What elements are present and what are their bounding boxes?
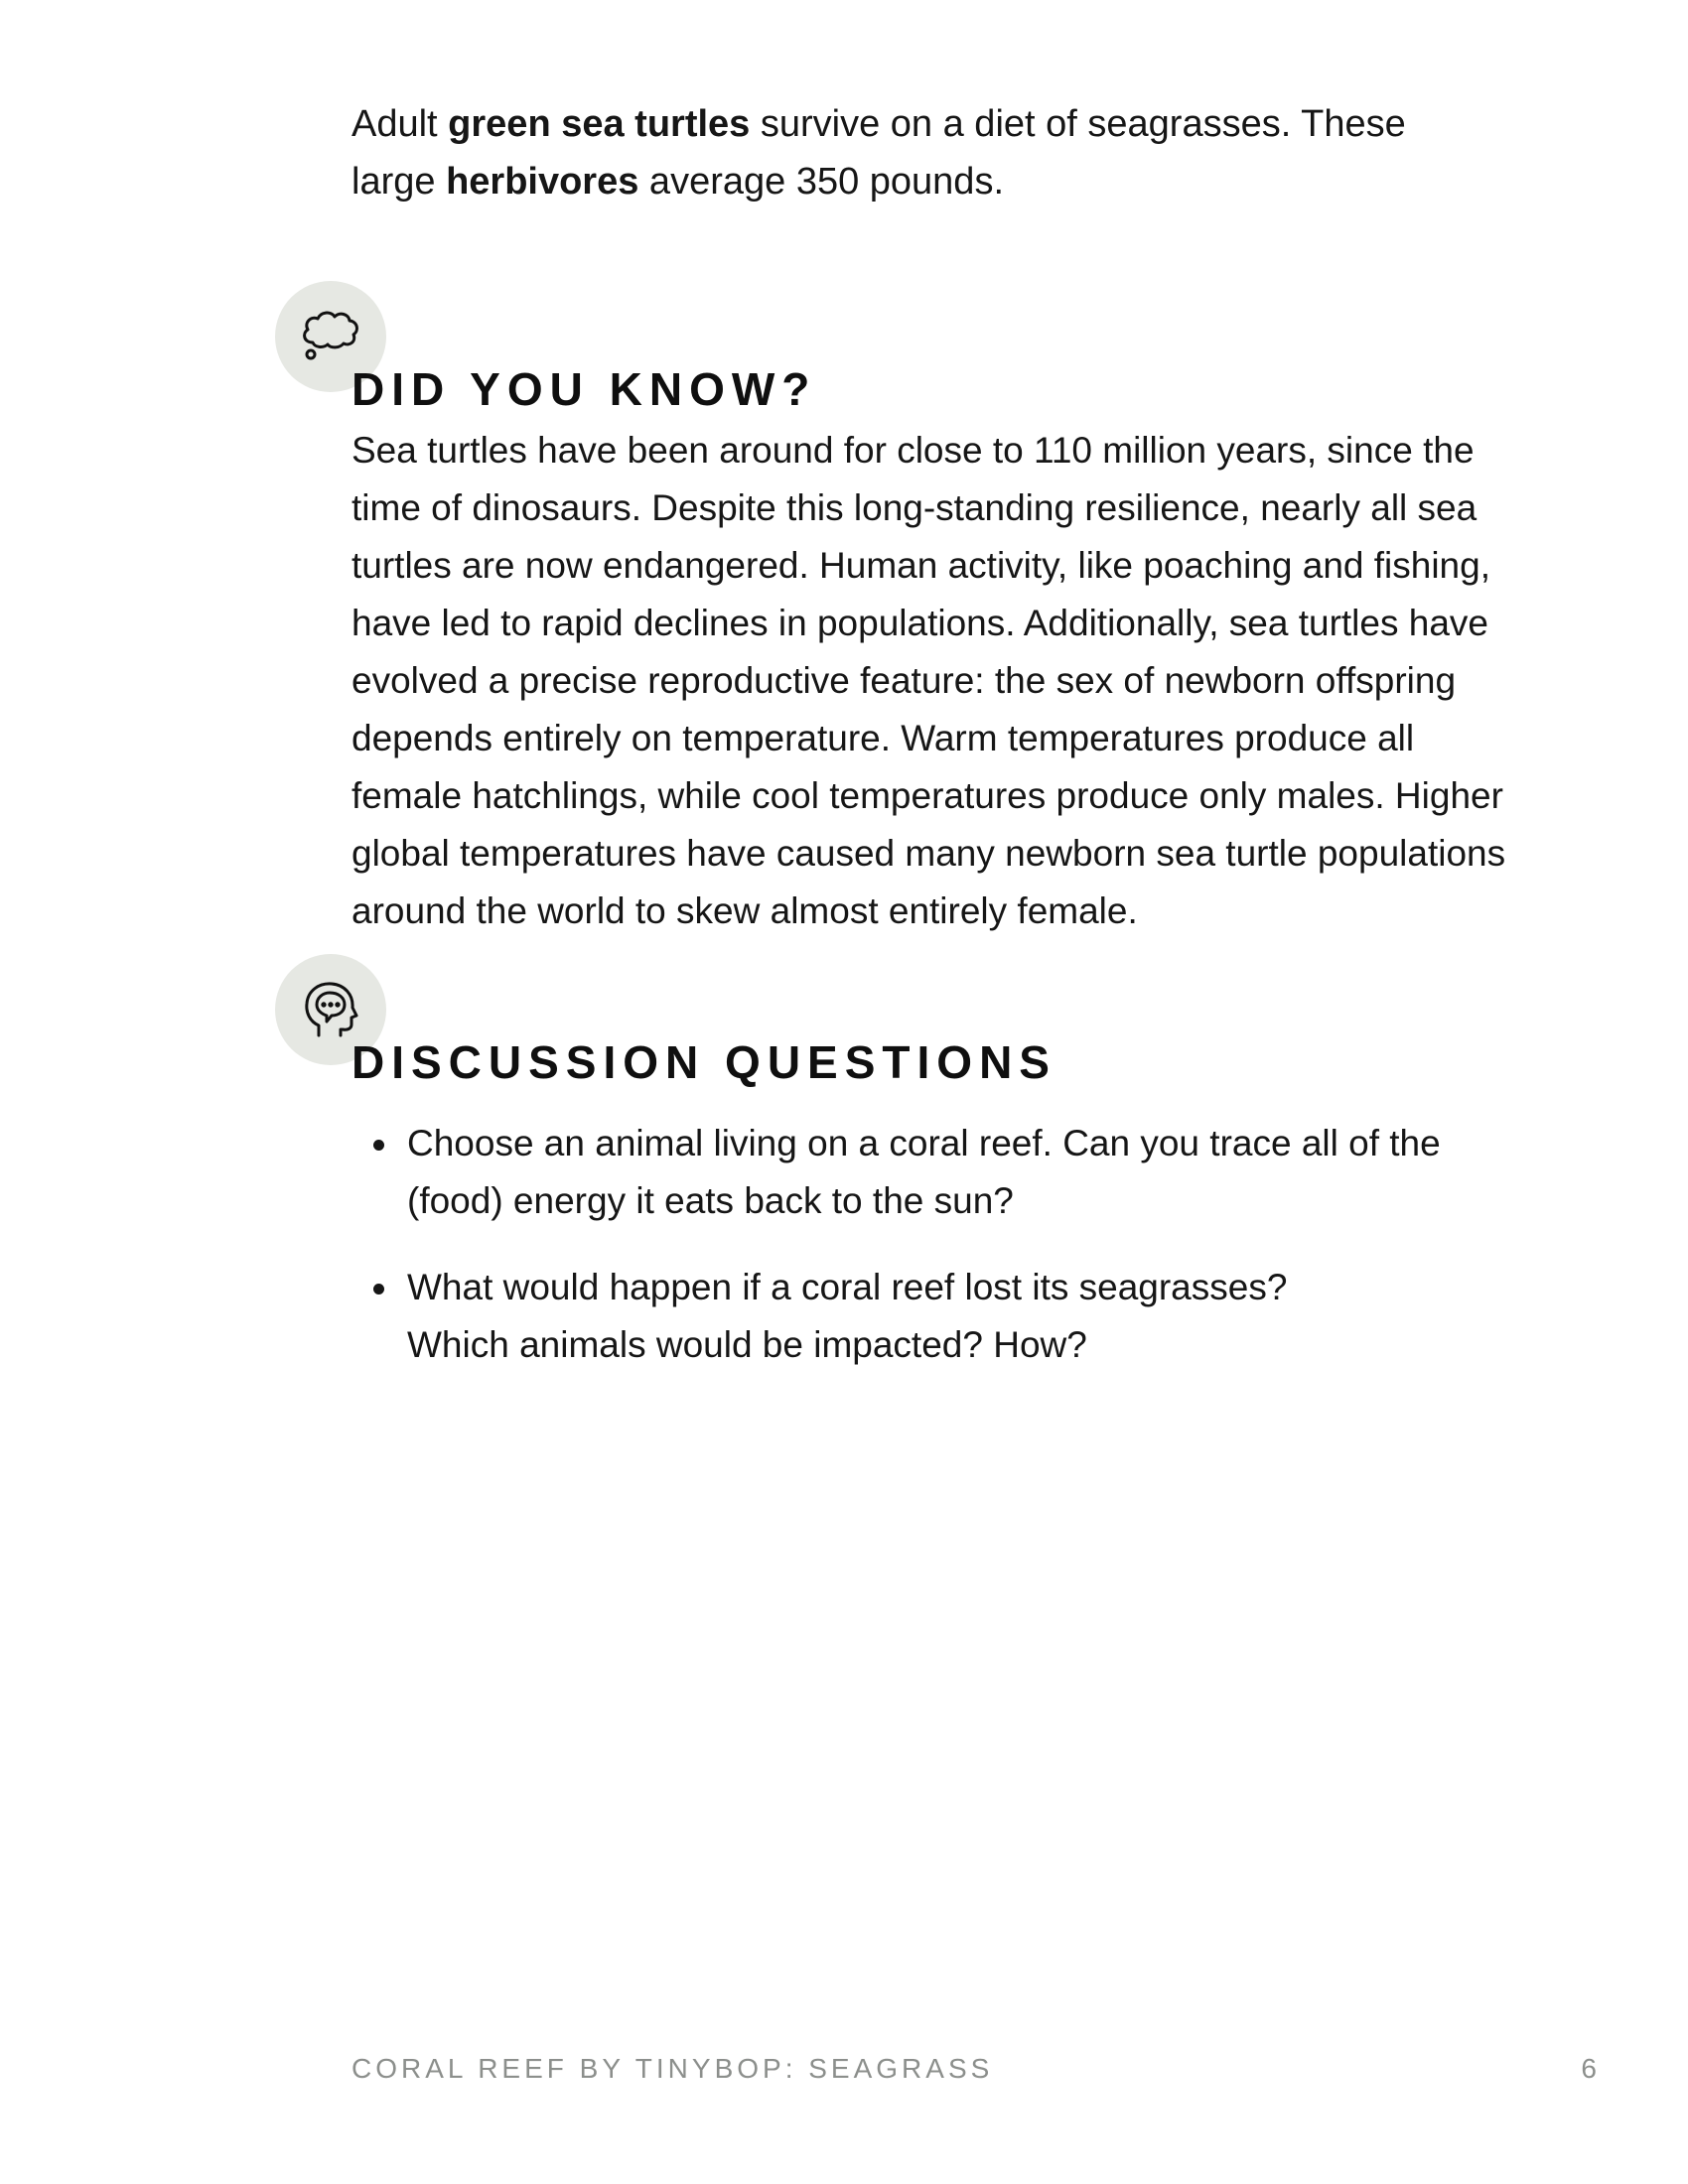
- did-you-know-heading: DID YOU KNOW?: [352, 363, 817, 415]
- question-line: Choose an animal living on a coral reef. Can you trace all of the: [407, 1123, 1441, 1163]
- text-line: around the world to skew almost entirely female.: [352, 890, 1138, 931]
- text-line: female hatchlings, while cool temperatures produce only males. Higher: [352, 775, 1503, 816]
- list-item: [352, 1259, 1593, 1374]
- discussion-question-list: [352, 1115, 1593, 1403]
- bullet-icon: [373, 1284, 384, 1295]
- text-line: evolved a precise reproductive feature: the sex of newborn offspring: [352, 660, 1457, 701]
- question-line: Which animals would be impacted? How?: [407, 1324, 1087, 1365]
- did-you-know-text: [352, 422, 1598, 940]
- text-line: turtles are now endangered. Human activity, like poaching and fishing,: [352, 545, 1490, 586]
- footer-title: CORAL REEF BY TINYBOP: SEAGRASS: [352, 2053, 994, 2084]
- bullet-icon: [373, 1140, 384, 1151]
- discussion-questions-heading: DISCUSSION QUESTIONS: [352, 1036, 1056, 1088]
- text-line: Sea turtles have been around for close to 110 million years, since the: [352, 430, 1475, 471]
- intro-text: Adult: [352, 103, 449, 145]
- intro-text: average 350 pounds.: [638, 161, 1004, 203]
- text-line: global temperatures have caused many newborn sea turtle populations: [352, 833, 1506, 874]
- list-item: [352, 1115, 1593, 1230]
- intro-paragraph: [352, 95, 1593, 210]
- text-line: have led to rapid declines in populations. Additionally, sea turtles have: [352, 603, 1488, 643]
- intro-bold-term: green sea turtles: [448, 103, 751, 145]
- text-line: time of dinosaurs. Despite this long-standing resilience, nearly all sea: [352, 487, 1477, 528]
- intro-bold-term: herbivores: [446, 161, 639, 203]
- intro-text: large: [352, 161, 447, 203]
- question-line: (food) energy it eats back to the sun?: [407, 1180, 1014, 1221]
- page-number: 6: [1581, 2053, 1597, 2084]
- intro-text: survive on a diet of seagrasses. These: [750, 103, 1406, 145]
- text-line: depends entirely on temperature. Warm temperatures produce all: [352, 718, 1415, 758]
- question-line: What would happen if a coral reef lost its seagrasses?: [407, 1267, 1288, 1307]
